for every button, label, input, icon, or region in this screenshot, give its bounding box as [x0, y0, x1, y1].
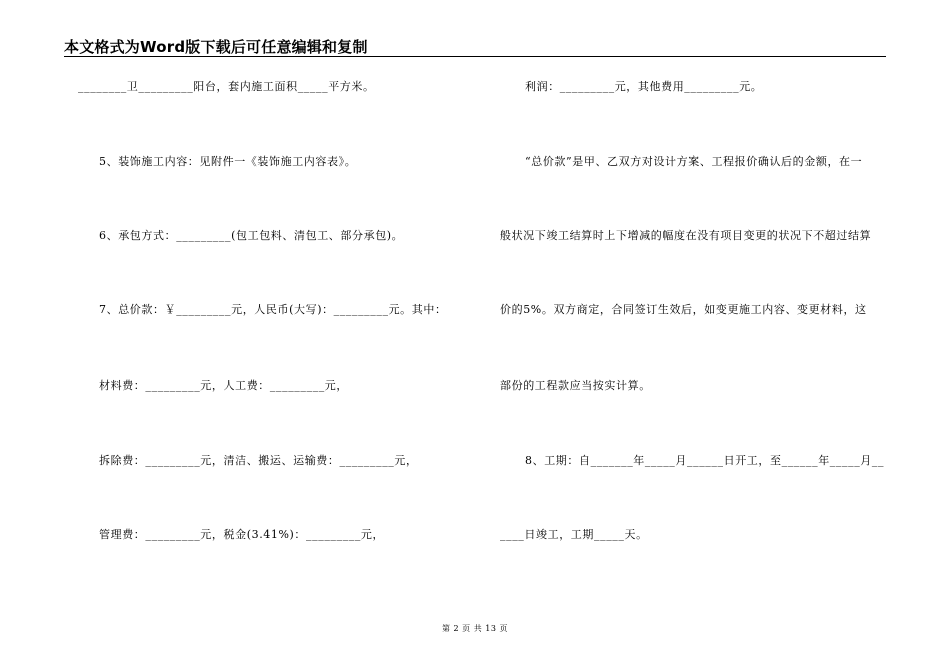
left-line-7: 管理费：_________元，税金(3.41%)：_________元，: [99, 528, 385, 541]
right-line-7: ____日竣工，工期_____天。: [500, 528, 648, 541]
right-line-4: 价的5%。双方商定，合同签订生效后，如变更施工内容、变更材料，这: [500, 303, 867, 316]
page-header-title: 本文格式为Word版下载后可任意编辑和复制: [64, 38, 368, 56]
left-line-6: 拆除费：_________元，清洁、搬运、运输费：_________元，: [99, 454, 418, 467]
right-line-3: 般状况下竣工结算时上下增减的幅度在没有项目变更的状况下不超过结算: [500, 229, 872, 242]
left-line-5: 材料费：_________元，人工费：_________元，: [99, 379, 348, 392]
right-line-2: “总价款”是甲、乙双方对设计方案、工程报价确认后的金额，在一: [525, 155, 863, 168]
right-line-1: 利润：_________元，其他费用_________元。: [525, 80, 763, 93]
left-line-1: ________卫_________阳台，套内施工面积_____平方米。: [78, 80, 375, 93]
right-line-6: 8、工期：自_______年_____月______日开工，至______年_____月__: [525, 454, 885, 467]
header-rule: [64, 56, 886, 57]
right-line-5: 部份的工程款应当按实计算。: [500, 379, 651, 392]
left-line-4: 7、总价款：￥_________元，人民币(大写)：_________元。其中：: [99, 303, 447, 316]
left-line-2: 5、装饰施工内容：见附件一《装饰施工内容表》。: [99, 155, 357, 168]
left-line-3: 6、承包方式：_________(包工包料、清包工、部分承包)。: [99, 229, 404, 242]
page-footer: 第 2 页 共 13 页: [442, 624, 508, 633]
